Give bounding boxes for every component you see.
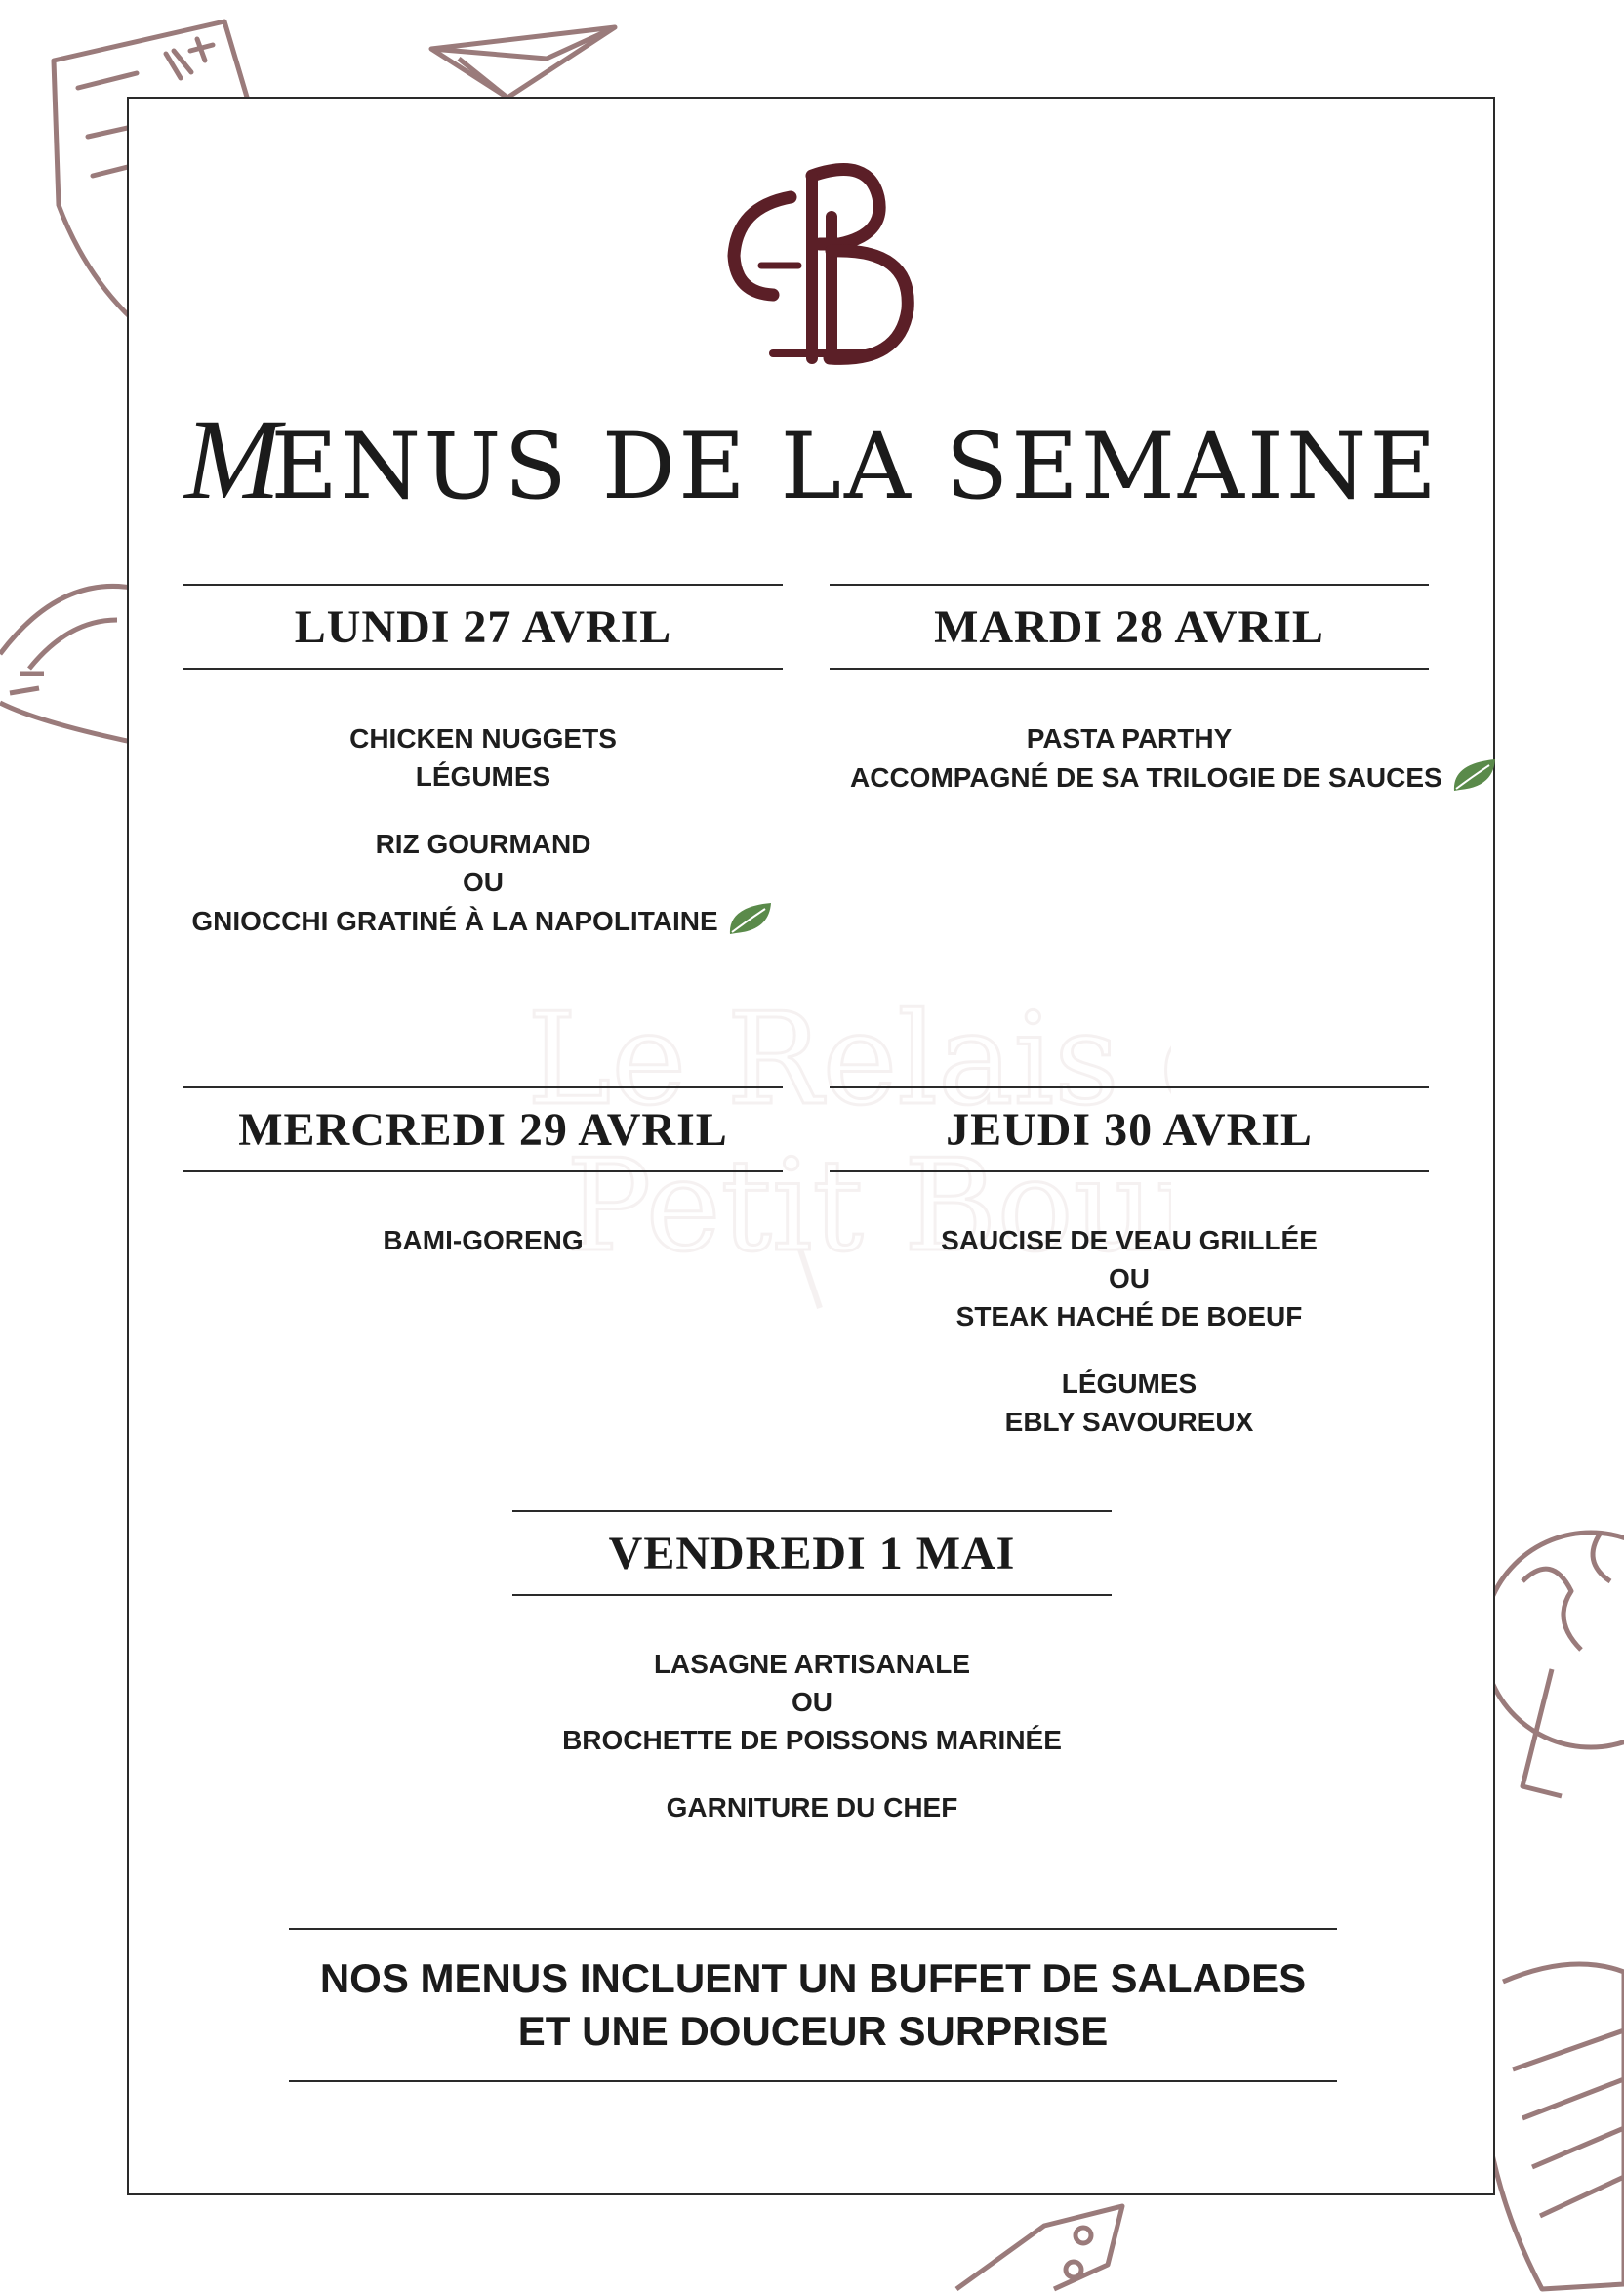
vegetarian-leaf-icon	[1450, 758, 1499, 795]
dish-line: LASAGNE ARTISANALE	[653, 1649, 971, 1679]
day-header-thursday: JEUDI 30 AVRIL	[830, 1086, 1429, 1172]
dish-line: LÉGUMES	[1061, 1369, 1198, 1399]
dish-group	[797, 1221, 1461, 1335]
compass-doodle-icon	[937, 2196, 1152, 2293]
dish-group	[151, 1221, 815, 1259]
day-header-monday: LUNDI 27 AVRIL	[183, 584, 783, 670]
title-rest: ENUS DE LA SEMAINE	[270, 414, 1440, 520]
dish-line-vegetarian: ACCOMPAGNÉ DE SA TRILOGIE DE SAUCES	[850, 758, 1461, 797]
day-menu-tuesday	[797, 719, 1461, 826]
title-initial: M	[184, 395, 277, 523]
dish-line: EBLY SAVOUREUX	[1004, 1407, 1254, 1437]
dish-line: SAUCISE DE VEAU GRILLÉE	[941, 1225, 1318, 1255]
vegetarian-leaf-icon	[726, 901, 775, 938]
dish-line: LÉGUMES	[415, 761, 551, 792]
day-menu-thursday	[797, 1221, 1461, 1470]
day-menu-friday	[480, 1645, 1144, 1856]
dish-group	[797, 1365, 1461, 1441]
dish-line: OU	[1109, 1263, 1150, 1293]
dish-line: STEAK HACHÉ DE BOEUF	[955, 1301, 1303, 1331]
dish-group	[151, 825, 815, 940]
dish-group	[480, 1645, 1144, 1759]
lpb-monogram-logo	[722, 158, 917, 373]
dish-line: BAMI-GORENG	[383, 1225, 584, 1255]
day-menu-wednesday	[151, 1221, 815, 1289]
globe-doodle-icon	[1483, 1494, 1624, 1816]
page-title	[0, 395, 1624, 523]
dish-group	[151, 719, 815, 796]
dish-line: OU	[463, 867, 504, 897]
dish-line: BROCHETTE DE POISSONS MARINÉE	[562, 1725, 1062, 1755]
dish-line-vegetarian: GNIOCCHI GRATINÉ À LA NAPOLITAINE	[151, 901, 815, 940]
footer-line-2: ET UNE DOUCEUR SURPRISE	[517, 2008, 1109, 2054]
protractor-doodle-icon	[0, 576, 137, 752]
day-header-wednesday: MERCREDI 29 AVRIL	[183, 1086, 783, 1172]
footer-line-1: NOS MENUS INCLUENT UN BUFFET DE SALADES	[319, 1955, 1307, 2001]
day-header-tuesday: MARDI 28 AVRIL	[830, 584, 1429, 670]
paper-plane-doodle-icon	[420, 20, 625, 107]
dish-line: CHICKEN NUGGETS	[349, 723, 617, 754]
footer-note	[289, 1928, 1337, 2082]
dish-line: GARNITURE DU CHEF	[666, 1792, 958, 1822]
dish-group	[797, 719, 1461, 797]
dish-line: RIZ GOURMAND	[375, 829, 591, 859]
dish-group	[480, 1788, 1144, 1826]
dish-line: PASTA PARTHY	[1026, 723, 1233, 754]
day-header-friday: VENDREDI 1 MAI	[512, 1510, 1112, 1596]
dish-line: OU	[792, 1687, 832, 1717]
day-menu-monday	[151, 719, 815, 969]
